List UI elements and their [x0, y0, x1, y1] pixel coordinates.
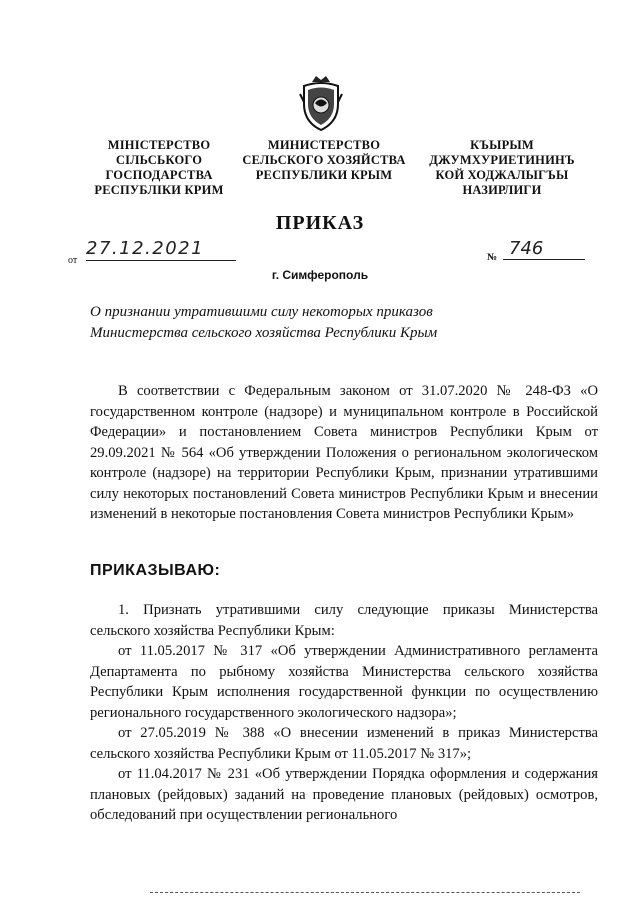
page-edge-line: [150, 892, 580, 893]
order-item: 1. Признать утратившими силу следующие приказы Министерства сельского хозяйства Республики Крым:: [90, 602, 598, 639]
ministry-name-crimean-tatar: КЪЫРЫМ ДЖУМХУРИЕТИНИНЪ КОЙ ХОДЖАЛЫГЪЫ НАЗИРЛИГИ: [429, 138, 575, 197]
order-item: от 11.04.2017 № 231 «Об утверждении Порядка оформления и содержания плановых (рейдовых) заданий на проведение плановых (рейдовых) осмотров, обследований при осуществлении регионального: [90, 766, 598, 823]
ministry-name-ukrainian: МІНІСТЕРСТВО СІЛЬСЬКОГО ГОСПОДАРСТВА РЕСПУБЛІКИ КРИМ: [94, 138, 224, 197]
handwritten-number: 746: [503, 238, 585, 260]
handwritten-date: 27.12.2021: [86, 238, 236, 261]
order-item: от 27.05.2019 № 388 «О внесении изменений в приказ Министерства сельского хозяйства Республики Крым от 11.05.2017 № 317»;: [90, 725, 598, 762]
order-items: [90, 600, 598, 826]
document-title: ПРИКАЗ: [275, 212, 365, 234]
number-label: №: [487, 252, 498, 263]
crimea-coat-of-arms-icon: [298, 74, 344, 132]
ministry-name-russian: МИНИСТЕРСТВО СЕЛЬСКОГО ХОЗЯЙСТВА РЕСПУБЛИКИ КРЫМ: [242, 138, 406, 182]
order-word: ПРИКАЗЫВАЮ:: [90, 562, 221, 579]
order-subject: О признании утратившими силу некоторых приказов Министерства сельского хозяйства Республики Крым: [90, 304, 438, 341]
date-label: от: [68, 255, 78, 266]
preamble: В соответствии с Федеральным законом от 31.07.2020 № 248-ФЗ «О государственном контроле (надзоре) и муниципальном контроле в Российской Федерации» и постановлением Совета министров Республики Крым от 29.09.2021 № 564 «Об утверждении Положения о региональном экологическом контроле (надзоре) на территории Республики Крым, признании утратившими силу некоторых постановлений Совета министров Республики Крым и внесении изменений в некоторые постановления Совета министров Республики Крым»: [90, 383, 598, 522]
city: г. Симферополь: [271, 268, 369, 282]
order-item: от 11.05.2017 № 317 «Об утверждении Административного регламента Департамента по рыбному хозяйства Министерства сельского хозяйства Республики Крым исполнения государственной функции по осуществлению регионального государственного экологического надзора»;: [90, 643, 598, 721]
